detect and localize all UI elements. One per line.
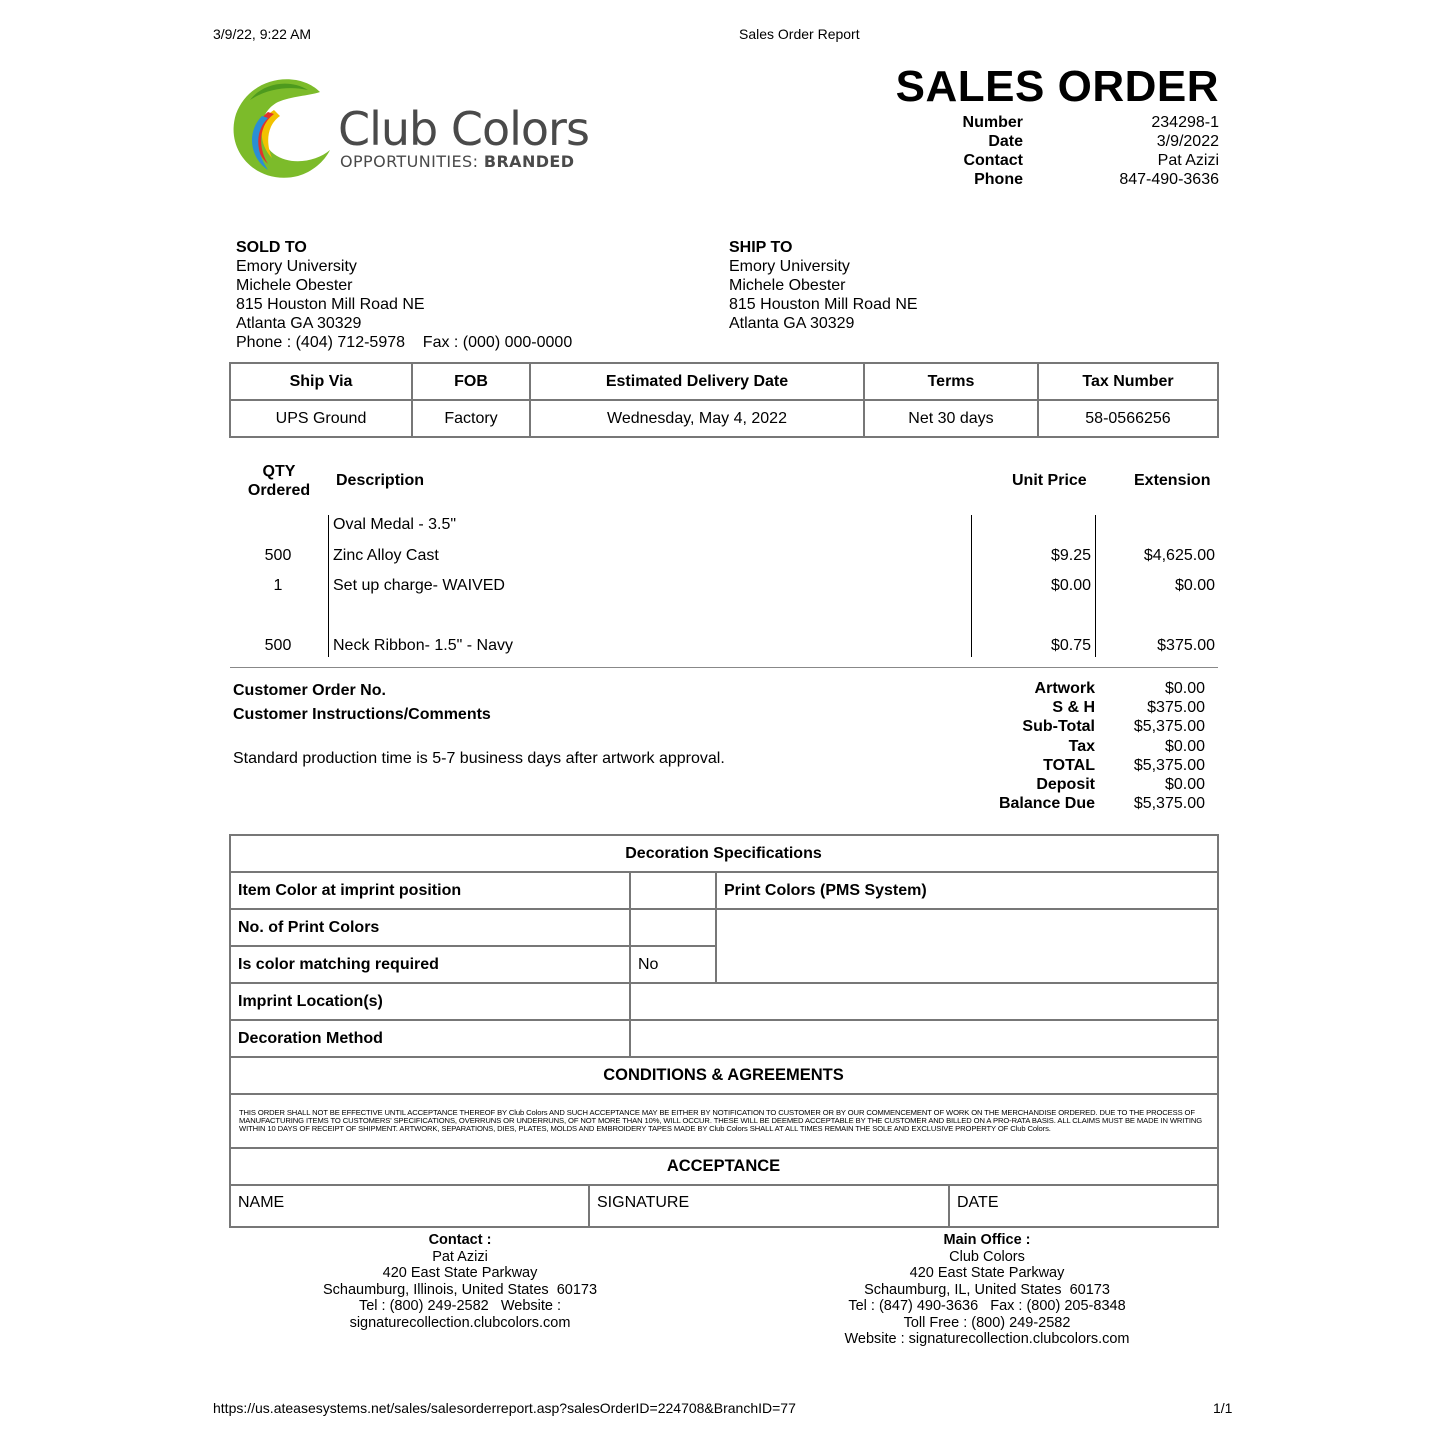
club-colors-logo-icon [228,74,338,184]
acceptance-title: ACCEPTANCE [230,1148,1218,1185]
terms-header: Terms [864,363,1038,400]
line-item-row: Oval Medal - 3.5" [333,516,457,533]
order-field-contact: Contact Pat Azizi [963,152,1219,169]
total-s-h: S & H $375.00 [1052,699,1205,717]
conditions-text: THIS ORDER SHALL NOT BE EFFECTIVE UNTIL ACCEPTANCE THEREOF BY Club Colors AND SUCH ACCEPTANCE MAY BE EITHER BY NOTIFICATION TO CUSTOMER OR BY OUR COMMENCEMENT OF WORK ON THE MERCHANDISE ORDERED. DUE TO THE PROCESS OF MANUFACTURING ITEMS TO CUSTOMERS' SPECIFICATIONS, OVERRUNS OR UNDERRUNS, OF NOT MORE THAN 10%, WILL OCCUR. THESE WILL BE DEEMED ACCEPTABLE BY THE CUSTOMER AND BILLED ON A PRO-RATA BASIS. ALL CLAIMS MUST BE MADE IN WRITING WITHIN 10 DAYS OF RECEIPT OF SHIPMENT. ARTWORK, SEPARATIONS, DIES, PLATES, MOLDS AND EMBROIDERY TAPES MADE BY Club Colors SHALL AT ALL TIMES REMAIN THE SOLE AND EXCLUSIVE PROPERTY OF Club Colors. [239,1107,1203,1134]
unit-price-header: Unit Price [1012,472,1087,489]
total-balance-due: Balance Due $5,375.00 [998,795,1205,813]
ship-to-line: 815 Houston Mill Road NE [729,296,918,313]
item-color-value [630,872,716,909]
total-subtotal: Sub-Total $5,375.00 [1022,718,1205,736]
acceptance-date-field[interactable]: DATE [957,1194,999,1211]
production-note: Standard production time is 5-7 business days after artwork approval. [233,750,725,767]
customer-order-no-label: Customer Order No. [233,682,386,699]
imprint-location-label: Imprint Location(s) [230,983,630,1020]
decoration-title: Decoration Specifications [230,835,1218,872]
sold-to-line: Atlanta GA 30329 [236,315,362,332]
decoration-method-label: Decoration Method [230,1020,630,1057]
decoration-table [229,834,1219,1228]
total-grand: TOTAL $5,375.00 [1043,756,1205,774]
delivery-date-value: Wednesday, May 4, 2022 [530,400,864,437]
totals-block [975,679,1205,813]
print-page-title: Sales Order Report [739,26,860,42]
num-print-colors-label: No. of Print Colors [230,909,630,946]
logo-tagline-b: BRANDED [483,152,575,171]
order-field-number: Number 234298-1 [962,114,1219,131]
sold-to-line: Phone : (404) 712-5978 Fax : (000) 000-0000 [236,334,573,351]
logo-wordmark: Club Colors [338,102,589,156]
sales-order-title: SALES ORDER [895,62,1219,111]
print-url: https://us.ateasesystems.net/sales/salesorderreport.asp?salesOrderID=224708&BranchID=77 [213,1400,796,1416]
customer-instructions-label: Customer Instructions/Comments [233,706,491,723]
sold-to-title: SOLD TO [236,239,307,256]
sold-to-line: Emory University [236,258,357,275]
sold-to-line: 815 Houston Mill Road NE [236,296,425,313]
print-colors-label: Print Colors (PMS System) [716,872,1218,909]
shipping-table [229,362,1219,438]
description-header: Description [336,472,425,489]
ship-to-block [729,238,918,333]
ship-to-title: SHIP TO [729,239,793,256]
print-colors-value [716,909,1218,983]
fob-header: FOB [412,363,530,400]
sold-to-block [236,238,572,352]
ship-to-line: Atlanta GA 30329 [729,315,855,332]
total-deposit: Deposit $0.00 [1036,776,1205,794]
extension-header: Extension [1134,472,1211,489]
total-artwork: Artwork $0.00 [1034,680,1205,697]
footer-contact: Contact : Pat Azizi 420 East State Parkway Schaumburg, Illinois, United States 60173 Tel : (800) 249-2582 Website : signaturecollection.clubcolors.com [322,1232,598,1331]
delivery-date-header: Estimated Delivery Date [530,363,864,400]
color-matching-value: No [630,946,716,983]
print-datetime: 3/9/22, 9:22 AM [213,26,312,42]
order-field-date: Date 3/9/2022 [988,133,1219,150]
order-field-phone: Phone 847-490-3636 [974,171,1219,188]
tax-number-header: Tax Number [1038,363,1218,400]
ship-to-line: Michele Obester [729,277,846,294]
acceptance-row [230,1185,1218,1227]
ship-via-header: Ship Via [230,363,412,400]
items-divider [230,667,1218,668]
footer-main-office: Main Office : Club Colors 420 East State Parkway Schaumburg, IL, United States 60173 Tel : (847) 490-3636 Fax : (800) 205-8348 Toll Free : (800) 249-2582 Website : signaturecollection.clubcolors.com [844,1232,1130,1347]
logo-tagline [340,152,574,171]
order-header-fields [903,114,1219,190]
decoration-method-value [630,1020,1218,1057]
num-print-colors-value [630,909,716,946]
line-item-row: 500 Zinc Alloy Cast $9.25 $4,625.00 [264,547,1215,564]
sold-to-line: Michele Obester [236,277,353,294]
acceptance-signature-field[interactable]: SIGNATURE [590,1186,950,1226]
acceptance-name-field[interactable]: NAME [231,1186,590,1226]
line-item-row: 500 Neck Ribbon- 1.5" - Navy $0.75 $375.00 [264,637,1215,654]
terms-value: Net 30 days [864,400,1038,437]
color-matching-label: Is color matching required [230,946,630,983]
imprint-location-value [630,983,1218,1020]
tax-number-value: 58-0566256 [1038,400,1218,437]
logo-tagline-a: OPPORTUNITIES: [340,152,479,171]
conditions-text-cell [230,1094,1218,1148]
item-color-label: Item Color at imprint position [230,872,630,909]
print-page-count: 1/1 [1213,1400,1233,1416]
qty-ordered-header: QTY Ordered [247,463,311,499]
fob-value: Factory [412,400,530,437]
conditions-title: CONDITIONS & AGREEMENTS [230,1057,1218,1094]
total-tax: Tax $0.00 [1068,737,1205,755]
ship-to-line: Emory University [729,258,850,275]
line-item-row: 1 Set up charge- WAIVED $0.00 $0.00 [273,577,1215,594]
ship-via-value: UPS Ground [230,400,412,437]
